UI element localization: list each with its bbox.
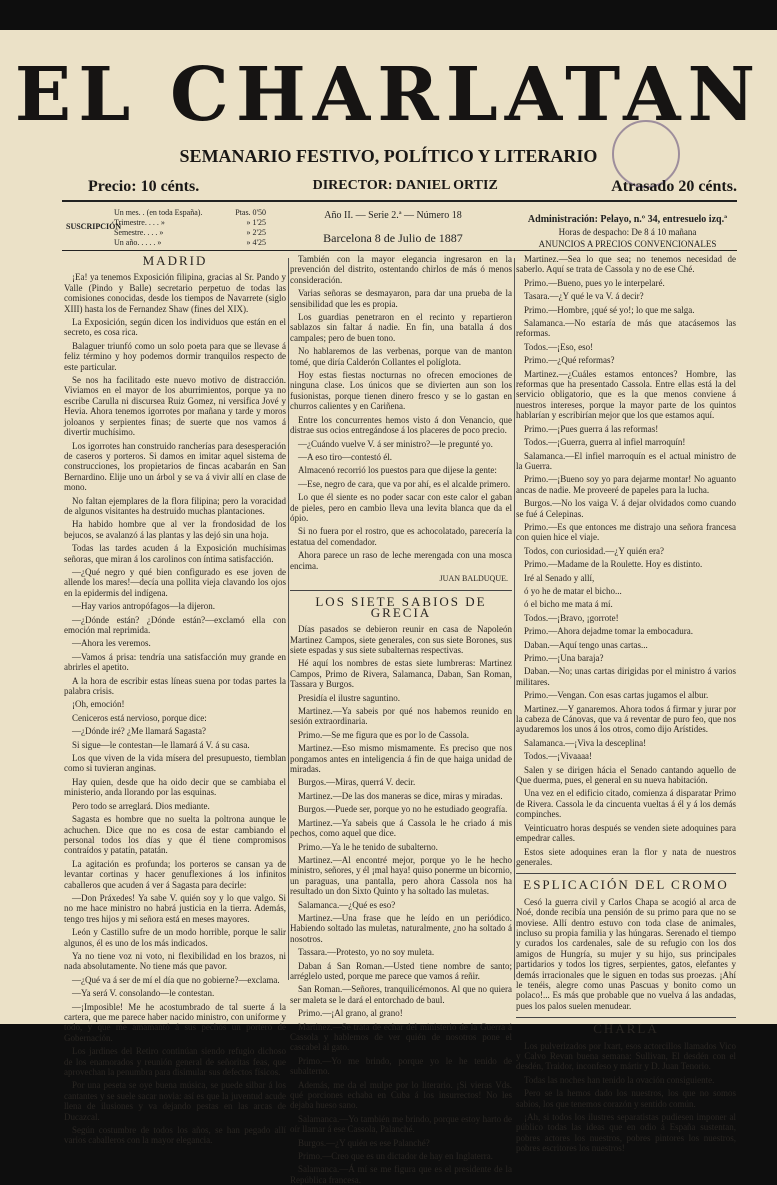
paragraph: Iré al Senado y allí,: [524, 572, 595, 583]
paragraph: Primo.—¡Pues guerra á las reformas!: [524, 423, 659, 434]
administration-info: [520, 214, 735, 250]
paragraph: León y Castillo sufre de un modo horrible, porque le salir algunos, él es uno de los más indicados.: [64, 927, 286, 948]
paragraph: La agitación es profunda; los porteros se cansan ya de levantar cortinas y hacer genuflexiones á los infinitos caballeros que acuden á ver á Sagasta para decirle:: [64, 858, 286, 890]
paragraph: —Ya será V. consolando—le contestan.: [72, 988, 215, 999]
paragraph: Burgos.—No los vaiga V. á dejar olvidados como cuando se fué á Celepinas.: [516, 498, 736, 519]
subscription-amount: Ptas. 0'50: [235, 208, 266, 217]
paragraph: Sagasta es hombre que no suelta la poltrona aunque le achuchen. Dice que no es cosa de estar cambiando el personal todos los días y que él tiene compromisos contraídos y patatín, patatán.: [64, 814, 286, 856]
paragraph: Burgos.—¿Y quién es ese Palanché?: [298, 1137, 430, 1148]
paragraph: Hé aquí los nombres de estas siete lumbreras: Martinez Campos, Primo de Rivera, Salamanca, Daban, San Roman, Tassara y Burgos.: [290, 658, 512, 690]
issue-date: Barcelona 8 de Julio de 1887: [323, 231, 463, 245]
paragraph: Una vez en el edificio citado, comienza á disparatar Primo de Rivera. Cassola le da cincuenta vueltas á él y á los demás compinches.: [516, 788, 736, 820]
paragraph: Burgos.—Puede ser, porque yo no he estudiado geografía.: [298, 804, 508, 815]
paragraph: Almacenó recorrió los puestos para que dijese la gente:: [298, 465, 497, 476]
admin-ads: ANUNCIOS A PRECIOS CONVENCIONALES: [538, 239, 717, 249]
paragraph: —¡Imposible! Me he acostumbrado de tal suerte á la cartera, que me parece haber nacido ministro, con uniforme y todo, y que me amamantó á sus pechos un portero de Gobernación.: [64, 1001, 286, 1043]
paragraph: —Vamos á prisa: tendría una satisfacción muy grande en abrirles el apetito.: [64, 651, 286, 673]
paragraph: Los jardines del Retiro continúan siendo refugio dichoso de los enamorados y reunión general de señoritas feas, que aprovechan la penumbra para disimular sus defectos físicos.: [64, 1046, 286, 1078]
paragraph: Todos.—¡Guerra, guerra al infiel marroquín!: [524, 437, 686, 448]
paragraph: Primo.—Hombre, ¡qué sé yo!; lo que me salga.: [524, 304, 695, 315]
paragraph: Pero se la hemos dado los nuestros, los que no somos sabios, los que tenemos corazón y sentido común.: [516, 1088, 736, 1109]
paragraph: También con la mayor elegancia ingresaron en la prevención del distrito, ostentando chirlos de más ó menos consideración.: [290, 254, 512, 285]
admin-hours: Horas de despacho: De 8 á 10 mañana: [558, 227, 697, 237]
paragraph: Martinez.—Una frase que he leído en un periódico. Habiendo soltado las muletas, naturalmente, ¿no ha soltado á nosotros.: [290, 912, 512, 944]
article-body: [516, 1041, 736, 1154]
article-heading-charla: CHARLA: [593, 1021, 659, 1037]
paragraph: No faltan ejemplares de la flora filipina; pero la voracidad de algunos visitantes ha destruido muchas plantaciones.: [64, 495, 286, 516]
paragraph: Primo.—Bueno, pues yo le interpelaré.: [524, 277, 665, 288]
paragraph: Martinez.—¿Cuáles estamos entonces? Hombre, las reformas que ha presentado Cassola. Entre ellas está la del servicio obligatorio, que es la que menos conviene á nuestros intereses, porque la mayor parte de los quintos hablarían y escribirían mejor que los que estamos aquí.: [516, 368, 736, 421]
paragraph: Daban á San Roman.—Usted tiene nombre de santo; arréglelo usted, porque me parece que vamos á reñir.: [290, 960, 512, 981]
issue-number: Año II. — Serie 2.ª — Número 18: [324, 210, 462, 221]
subscription-amount: » 1'25: [246, 218, 266, 227]
paragraph: Cesó la guerra civil y Carlos Chapa se acogió al arca de Noé, donde recibía una pensión de su primo para que no se moviese. Allí dentro estuvo con toda clase de animales, incluso su propia familia y las húngaras. Serenado el tiempo y curados los cardenales, sale de su refugio con los dos amigos de Hungría, su mujer y su hijo, sus principales partidarios y todos los tigres, serpientes, gatos, elefantes y demás irracionales que le siguen en todas sus proezas. ¡Ahí le tenéis, alegre como unas Pascuas y bonito como un polaco!... Es más que probable que no vuelva á las andadas, pues los palos suelen menudear.: [516, 896, 736, 1011]
late-price: Atrasado 20 cénts.: [611, 178, 737, 195]
paragraph: Todas las noches han tenido la ovación consiguiente.: [524, 1074, 715, 1085]
paragraph: Días pasados se debieron reunir en casa de Napoleón Martinez Campos, siete generales, con sus siete Borones, sus siete espadas y sus siete subalternas respectivas.: [290, 624, 512, 655]
paragraph: —Ahora les veremos.: [72, 638, 151, 649]
paragraph: Presidía el ilustre saguntino.: [298, 692, 400, 703]
masthead-title: EL CHARLATAN: [14, 52, 763, 138]
column-divider: [288, 258, 289, 980]
paragraph: Salen y se dirigen hácia el Senado cantando aquello de Que duerma, pues, el general en su nueva habitación.: [516, 764, 736, 786]
paragraph: Primo.—Vengan. Con esas cartas jugamos el albur.: [524, 690, 709, 701]
paragraph: Salamanca.—No estaría de más que atacásemos las reformas.: [516, 318, 736, 339]
subscription-row: [114, 208, 266, 218]
article-separator: [290, 590, 512, 591]
paragraph: Primo.—Creo que es un dictador de hay en Inglaterra.: [298, 1151, 493, 1162]
article-signature: JUAN BALDUQUE.: [439, 573, 508, 583]
paragraph: Por una peseta se oye buena música, se puede silbar á los cantantes y se suele sacar novia: así es que la juventud acude llena de ilusiones y va dejando pestas en las arcas de Ducazcal.: [64, 1080, 286, 1122]
paragraph: Pero todo se arreglará. Dios mediante.: [72, 800, 210, 811]
paragraph: —Don Práxedes! Ya sabe V. quién soy y lo que valgo. Si no me hace ministro no habrá justicia en la tierra. Además, tengo tres hijos y mi señora está en meses mayores.: [64, 892, 286, 924]
paragraph: Primo.—Ahora dejadme tomar la embocadura.: [524, 626, 693, 637]
paragraph: Ha habido hombre que al ver la frondosidad de los bejucos, se avalanzó á las plantas y las dejó sin una hoja.: [64, 519, 286, 540]
article-body: [64, 272, 286, 1145]
paragraph: San Roman.—Señores, tranquilicémonos. Al que no quiera ser maleta se le dará el entorchado de baul.: [290, 984, 512, 1005]
paragraph: —¿Cuándo vuelve V. á ser ministro?—le pregunté yo.: [298, 438, 493, 449]
paragraph: Primo.—Ya le he tenido de subalterno.: [298, 841, 438, 852]
price: Precio: 10 cénts.: [88, 178, 200, 195]
paragraph: Todas las tardes acuden á la Exposición muchísimas señoras, que miran á los carolinos con íntima satisfacción.: [64, 543, 286, 564]
paragraph: Burgos.—Miras, querrá V. decir.: [298, 777, 416, 788]
newspaper-page: [0, 30, 777, 1185]
article-body: [290, 624, 512, 1185]
article-body: [516, 897, 736, 1011]
article-heading-sabios: LOS SIETE SABIOS DE GRECIA: [315, 594, 487, 620]
paragraph: Martinez.—Y ganaremos. Ahora todos á firmar y jurar por la cabeza de Cánovas, que va á reventar de puro feo, que nos ayudaremos los unos á los otros, como dijo Arístides.: [516, 703, 736, 735]
subscription-row: [114, 238, 266, 248]
top-rule: [62, 200, 737, 202]
paragraph: Daban.—Aquí tengo unas cartas...: [524, 639, 648, 650]
paragraph: Tassara.—Protesto, yo no soy muleta.: [298, 947, 435, 958]
paragraph: —Ese, negro de cara, que va por ahí, es el alcalde primero.: [298, 478, 511, 489]
subscription-amount: » 4'25: [246, 238, 266, 247]
column-divider: [514, 258, 515, 980]
article-separator: [516, 873, 736, 874]
paragraph: ó el bicho me mata á mí.: [524, 599, 613, 610]
subscription-rows: [114, 208, 266, 248]
paragraph: Primo.—Madame de la Roulette. Hoy es distinto.: [524, 559, 703, 570]
paragraph: —A eso tiro—contestó él.: [298, 451, 392, 462]
paragraph: Ceniceros está nervioso, porque dice:: [72, 712, 207, 723]
paragraph: ¡Ah, si todos los ilustres separatistas pudiesen imponer al público todas las ideas que en odio á España sustentan, pobres actores los nuestros, pobres pintores los nuestros, pobres escritores los nuestros!: [516, 1112, 736, 1154]
paragraph: Hoy estas fiestas nocturnas no ofrecen emociones de ninguna clase. Los únicos que se divierten aun son los fusionistas, porque tienen dinero fresco y se lo gastan en churros calientes y en Cariñena.: [290, 370, 512, 412]
paragraph: Balaguer triunfó como un solo poeta para que se llevase á feliz término y hoy podemos dormir tranquilos respecto de este particular.: [64, 340, 286, 372]
article-body: [290, 254, 512, 571]
paragraph: Primo.—¡Bueno soy yo para dejarme montar! No aguanto ancas de nadie. Me proveeré de papeles para la lucha.: [516, 474, 736, 495]
article-heading-madrid: MADRID: [142, 253, 208, 268]
subscription-row: [114, 228, 266, 238]
column-2: [290, 254, 512, 1185]
article-separator: [516, 1017, 736, 1018]
paragraph: Martinez.—Se trata de echar del ministerio de la Guerra á Cassola y hablemos de ver quién de nosotros pone el cascabel al gato.: [290, 1021, 512, 1053]
paragraph: Daban.—No; unas cartas dirigidas por el ministro á varios militares.: [516, 666, 736, 687]
article-body: [516, 254, 736, 867]
paragraph: La Exposición, según dicen los individuos que están en el secreto, es cosa rica.: [64, 317, 286, 338]
paragraph: Todos.—¡Bravo, ¡gorrote!: [524, 612, 619, 623]
paragraph: Además, me da el mulpe por lo literario. ¡Si vieras Vds. qué porciones echaba en Cuba á los insurrectos! No les dejaba hueso sano.: [290, 1079, 512, 1111]
paragraph: Estos siete adoquines eran la flor y nata de nuestros generales.: [516, 846, 736, 867]
paragraph: Los que viven de la vida mísera del presupuesto, tiemblan como si tuvieran anginas.: [64, 753, 286, 774]
paragraph: Veinticuatro horas después se venden siete adoquines para empedrar calles.: [516, 822, 736, 844]
paragraph: Martinez.—Eso mismo mismamente. Es preciso que nos pongamos antes en inteligencia á fin de que haiga unidad de miradas.: [290, 743, 512, 775]
subscription-period: Un año. . . . . »: [114, 238, 162, 247]
paragraph: Hay quien, desde que ha oido decir que se cambiaba el ministerio, anda llorando por las esquinas.: [64, 776, 286, 798]
paragraph: Ahora parece un raso de leche merengada con una mosca encima.: [290, 550, 512, 571]
paragraph: Martinez.—Ya sabeis por qué nos habemos reunido en sesión extraordinaria.: [290, 706, 512, 727]
subscription-period: Semestre. . . . »: [114, 228, 164, 237]
paragraph: —¿Dónde están? ¿Dónde están?—exclamó ella con emoción mal reprimida.: [64, 614, 286, 635]
paragraph: Martinez.—Sea lo que sea; no tenemos necesidad de saberlo. Aquí se trata de Cassola y no de ese Ché.: [516, 254, 736, 275]
paragraph: Salamanca.—¡Viva la desceplina!: [524, 737, 647, 748]
paragraph: —¿Dónde iré? ¿Me llamará Sagasta?: [72, 726, 206, 737]
paragraph: Salamanca.—¿Qué es eso?: [298, 899, 396, 910]
paragraph: Los pulverizados por Ixart, esos actorcillos llamados Vico y Calvo Revan buena semana: Sullivan, El desdén con el desdén, Traidor, inconfeso y mártir y D. Juan Tenorio.: [516, 1040, 736, 1072]
subscription-period: Trimestre. . . . »: [114, 218, 165, 227]
subscription-period: Un mes. . (en toda España).: [114, 208, 203, 217]
paragraph: Tasara.—¿Y qué le va V. á decir?: [524, 291, 644, 302]
paragraph: —¿Qué va á ser de mí el día que no gobierne?—exclama.: [72, 974, 280, 985]
paragraph: Todos.—¡Vivaaaa!: [524, 751, 593, 762]
subscription-row: [114, 218, 266, 228]
paragraph: A la hora de escribir estas líneas suena por todas partes la palabra crisis.: [64, 675, 286, 697]
paragraph: Si no fuera por el rostro, que es achocolatado, parecería la estatua del comendador.: [290, 526, 512, 547]
price-line: [88, 178, 737, 196]
paragraph: Varias señoras se desmayaron, para dar una prueba de la sensibilidad que les es propia.: [290, 288, 512, 309]
paragraph: Los igorrotes han construido rancherías para desesperación de caseros y porteros. Si damos en imitar aquel sistema de construcciones, los propietarios de fincas acabarán en San Bernardino. Elije uno un árbol y se va á vivir allí en clase de mono.: [64, 440, 286, 493]
paragraph: Primo.—Es que entonces me distrajo una señora francesa con quien hice el viaje.: [516, 521, 736, 543]
header-bottom-rule: [62, 250, 737, 251]
paragraph: Salamanca.—El infiel marroquín es el actual ministro de la Guerra.: [516, 450, 736, 471]
paragraph: Todos, con curiosidad.—¿Y quién era?: [524, 545, 664, 556]
subscription-amount: » 2'25: [246, 228, 266, 237]
paragraph: Todos.—¡Eso, eso!: [524, 341, 594, 352]
issue-info: [280, 210, 506, 246]
paragraph: Lo que él siente es no poder sacar con este calor el gaban de pieles, pero en cambio lleva una levita blanca que da el ópio.: [290, 492, 512, 523]
paragraph: —Hay varios antropófagos—la dijeron.: [72, 601, 215, 612]
article-heading-cromo: ESPLICACIÓN DEL CROMO: [523, 877, 729, 893]
paragraph: Se nos ha facilitado este nuevo motivo de distracción. Viviamos en el mayor de los aburrimientos, porque ya no escribe Carulla ni discursea Ruiz Gomez, ni versifica Jové y Hevia. Ahora tenemos igorrotes por mañana y tarde y moros joloanos y serpientes finas; de suerte que nos vamos á divertir muchísimo.: [64, 375, 286, 438]
director: DIRECTOR: DANIEL ORTIZ: [312, 178, 498, 193]
paragraph: Según costumbre de todos los años, se han pegado allí varios caballeros con la mayor elegancia.: [64, 1125, 286, 1146]
paragraph: Los guardias penetraron en el recinto y repartieron sablazos sin faltar á nadie. En fin, una batalla á dos campales; pero de buen tono.: [290, 312, 512, 343]
paragraph: ¡Oh, emoción!: [72, 699, 125, 710]
column-1: [64, 253, 286, 1146]
paragraph: Entre los concurrentes hemos visto á don Venancio, que distrae sus ocios entregándose á los placeres de poco precio.: [290, 414, 512, 436]
paragraph: Martinez.—Al encontré mejor, porque yo le he hecho ministro, señores, y él ¡mal haya! quiso ponerme un bicornio, un paraguas, una pantalla, pero ahora Cassola nos ha resultado un don Sixto Quinto y ha soltado las muletas.: [290, 854, 512, 897]
paragraph: Primo.—¡Al grano, al grano!: [298, 1008, 403, 1019]
paragraph: Martinez.—Ya sabeis que á Cassola le he criado á mis pechos, como aquel que dice.: [290, 817, 512, 839]
paragraph: Primo.—¡Una baraja?: [524, 653, 604, 663]
paragraph: Salamanca.—Á mí se me figura que es el presidente de la República francesa.: [290, 1164, 512, 1185]
paragraph: —¿Qué negro y qué bien configurado es ese joven de allende los mares!—decía una pollita vieja clavando los ojos en la epidermis del indígena.: [64, 566, 286, 598]
paragraph: Ya no tiene voz ni voto, ni flexibilidad en los brazos, ni nada absolutamente. No tiene más que pavor.: [64, 950, 286, 972]
subscription-label: SUSCRIPCIÓN: [66, 222, 122, 231]
masthead-subtitle: SEMANARIO FESTIVO, POLÍTICO Y LITERARIO: [179, 146, 598, 166]
paragraph: Primo.—Yo me brindo, porque yo le he tenido de subalterno.: [290, 1055, 512, 1077]
paragraph: ó yo he de matar el bicho...: [524, 585, 622, 596]
column-3: [516, 254, 736, 1154]
paragraph: ¡Ea! ya tenemos Exposición filipina, gracias al Sr. Pando y Valle (Pindo y Balle) secretario perpetuo de todas las comisiones conocidas, desde los tiempos de Navarrete (siglo XIII) hasta los de Fernandez Shaw (fines del XIX).: [64, 272, 286, 314]
paragraph: Si sigue—le contestan—le llamará á V. á su casa.: [72, 739, 250, 750]
paragraph: Primo.—¿Qué reformas?: [524, 355, 615, 366]
paragraph: Martinez.—De las dos maneras se dice, miras y miradas.: [298, 790, 503, 801]
admin-address: Administración: Pelayo, n.º 34, entresuelo izq.ª: [527, 214, 728, 225]
paragraph: No hablaremos de las verbenas, porque van de manton tomé, que diría Calderón Collantes el políglota.: [290, 346, 512, 367]
paragraph: Primo.—Se me figura que es por lo de Cassola.: [298, 729, 469, 740]
paragraph: Salamanca.—Yo también me brindo, porque estoy harto de oír llamar á ese Cassola, Palanché.: [290, 1113, 512, 1135]
